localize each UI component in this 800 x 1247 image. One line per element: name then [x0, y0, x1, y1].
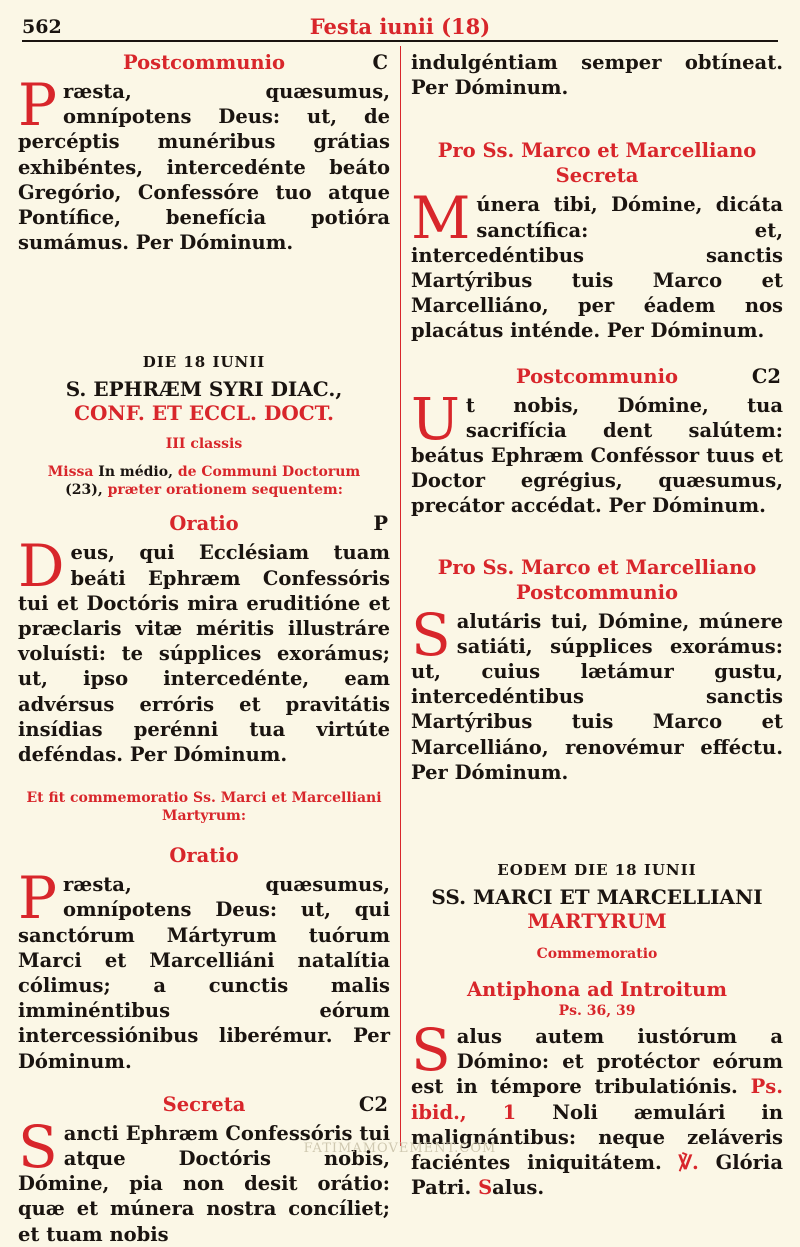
prayer-text: Noli æmulári in malignántibus: neque zeláveris faciéntes iniquitátem. [411, 1100, 783, 1175]
drop-initial: S [411, 1016, 451, 1085]
class-code: C2 [358, 1092, 388, 1116]
rubric-black: (23), [65, 482, 103, 499]
oratio-heading-2 [18, 843, 390, 868]
secreta-heading-right [411, 138, 783, 188]
feast-title-3: SS. MARCI ET MARCELLIANI [431, 885, 763, 910]
prayer-text: ræsta, quæsumus, omnípotens Deus: ut, de percéptis munéribus grátias exhibéntes, intercedénte beáto Gregório, Confessóre tuo atque Pontífice, benefícia potióra sumámus. Per Dóminum. [18, 80, 390, 255]
prayer-text: eus, qui Ecclésiam tuam beáti Ephræm Confessóris tui et Doctóris mira eruditióne et præclaris vitæ méritis illustráre voluísti: te súpplices exorámus; ut, ipso intercedénte, eam advérsus erróris et pravitátis insídias perénni tua virtúte deféndas. Per Dóminum. [18, 541, 390, 767]
drop-initial: P [18, 71, 58, 139]
commemoratio-label: Commemoratio [536, 946, 658, 963]
prayer-text: t nobis, Dómine, tua sacrifícia dent salútem: beátus Ephræm Conféssor tuus et Doctor egrégius, quæsumus, precátor accédat. Per Dóminum. [411, 393, 783, 518]
drop-initial: P [18, 864, 58, 933]
column-divider [400, 46, 401, 1146]
heading-label: Oratio [169, 512, 239, 536]
drop-initial: M [411, 184, 471, 253]
postcommunio-text-3 [411, 600, 783, 785]
feast-date-2: EODEM DIE 18 IUNII [497, 861, 697, 880]
drop-initial: D [18, 532, 65, 601]
rubric-red: præter orationem sequentem: [107, 482, 343, 499]
heading-label: Secreta [162, 1092, 246, 1116]
prayer-text: alutáris tui, Dómine, múnere satiáti, súpplices exorámus: ut, cuius lætámur gustu, intercedéntibus sanctis Martýribus tuis Marco et Marcelliáno, renovémur efféctu. Per Dóminum. [411, 609, 783, 784]
heading-label: Oratio [169, 844, 239, 868]
rubric-black: In médio, [98, 464, 173, 481]
left-column [18, 50, 390, 1247]
class-code: C2 [751, 364, 781, 388]
drop-initial: U [411, 384, 460, 453]
drop-initial: S [411, 600, 451, 669]
oratio-text-2 [18, 864, 390, 1074]
postcommunio-text [18, 71, 390, 255]
secreta-text-right [411, 184, 783, 343]
missa-rubric [18, 463, 390, 499]
heading-label: Pro Ss. Marco et Marcelliano [437, 555, 757, 579]
header-rule [22, 40, 778, 42]
versicle-symbol: ℣. [678, 1151, 699, 1175]
secreta-heading [18, 1092, 390, 1117]
rubric-red: Missa [47, 464, 94, 481]
heading-label: Postcommunio [122, 51, 286, 74]
introit-text [411, 1016, 784, 1200]
right-column [411, 50, 783, 1200]
prayer-text: alus. [492, 1176, 545, 1200]
oratio-text [18, 532, 390, 767]
continued-text: indulgéntiam semper obtíneat. Per Dóminum. [411, 51, 783, 100]
feast-title-2: CONF. ET ECCL. DOCT. [74, 401, 334, 426]
feast-date: DIE 18 IUNII [142, 353, 266, 372]
feast-title-4: MARTYRUM [527, 909, 667, 934]
class-code: C [372, 51, 388, 74]
heading-label: Postcommunio [515, 580, 679, 604]
rubric-red: de Communi Doctorum [177, 464, 361, 481]
heading-label: Postcommunio [515, 364, 679, 388]
secreta-text [18, 1112, 390, 1247]
watermark: FATIMAMOVEMENT.COM [303, 1141, 497, 1156]
drop-initial: S [18, 1112, 58, 1181]
prayer-text: ancti Ephræm Confessóris tui atque Doctóris nobis, Dómine, pia non desit orátio: quæ et múnera nostra concíliet; et tuam nobis [18, 1121, 390, 1246]
commemoration-rubric: Et fit commemoratio Ss. Marci et Marcelliani Martyrum: [26, 790, 382, 825]
prayer-text: Glória Patri. [411, 1151, 783, 1200]
prayer-text: alus autem iustórum a Dómino: et protéctor eórum est in témpore tribulatiónis. [411, 1025, 783, 1099]
postcommunio-text-right [411, 384, 783, 519]
feast-title: S. EPHRÆM SYRI DIAC., [65, 377, 343, 402]
psalm-reference: Ps. ibid., 1 [411, 1075, 784, 1124]
postcommunio-heading-right [411, 364, 783, 389]
introit-heading: Antiphona ad Introitum [466, 978, 727, 1002]
postcommunio-heading [18, 50, 390, 75]
running-title: Festa iunii (18) [309, 14, 491, 39]
page-header [22, 8, 778, 40]
introit-reference: Ps. 36, 39 [558, 1003, 636, 1020]
heading-label: Secreta [555, 164, 639, 188]
class-code: P [373, 512, 388, 536]
red-initial: S [478, 1176, 493, 1200]
oratio-heading [18, 511, 390, 536]
page-number: 562 [22, 16, 62, 38]
prayer-text: ræsta, quæsumus, omnípotens Deus: ut, qui sanctórum Mártyrum tuórum Marci et Marcelliáni natalítia cólimus; a cunctis malis imminéntibus eórum intercessiónibus liberémur. Per Dóminum. [18, 873, 390, 1073]
heading-label: Pro Ss. Marco et Marcelliano [437, 139, 757, 163]
postcommunio-heading-3 [411, 555, 783, 605]
feast-class: III classis [165, 436, 243, 453]
prayer-text: únera tibi, Dómine, dicáta sanctífica: et, intercedéntibus sanctis Martýribus tuis Marco et Marcelliáno, per éadem nos placátus inténde. Per Dóminum. [411, 193, 783, 343]
